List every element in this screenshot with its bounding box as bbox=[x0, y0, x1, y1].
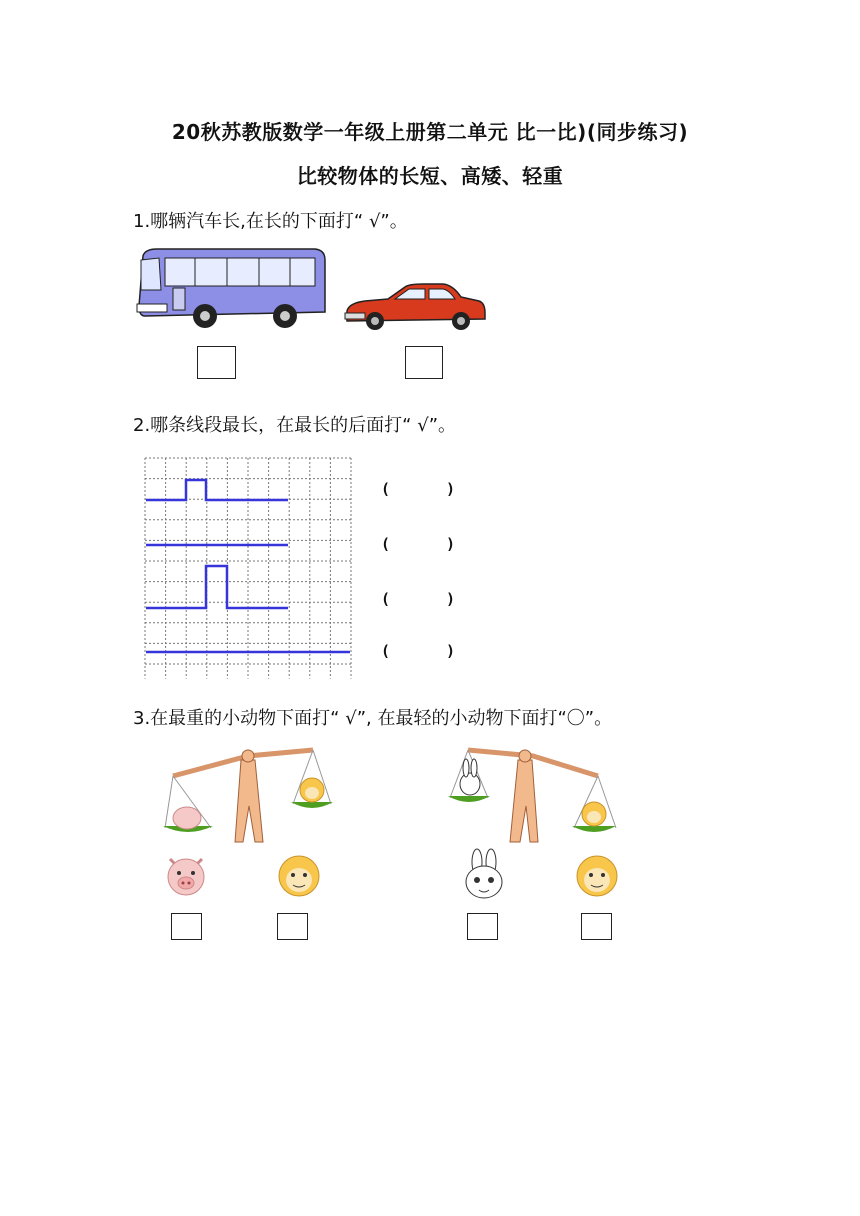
paren-close-3: ) bbox=[446, 590, 456, 608]
paren-close-1: ) bbox=[446, 480, 456, 498]
paren-open-4: ( bbox=[381, 642, 391, 660]
answer-box-car[interactable] bbox=[405, 346, 443, 379]
line-segment-1 bbox=[146, 480, 288, 500]
balance-scale-right bbox=[448, 746, 618, 846]
answer-box-rabbit[interactable] bbox=[467, 913, 498, 940]
paren-close-4: ) bbox=[446, 642, 456, 660]
monkey-icon-left bbox=[276, 853, 322, 899]
paren-open-1: ( bbox=[381, 480, 391, 498]
question-1-text: 1.哪辆汽车长,在长的下面打“ √”。 bbox=[133, 211, 408, 232]
answer-box-bus[interactable] bbox=[197, 346, 236, 379]
page-subtitle: 比较物体的长短、高矮、轻重 bbox=[296, 164, 564, 188]
paren-open-3: ( bbox=[381, 590, 391, 608]
answer-box-monkey-left[interactable] bbox=[277, 913, 308, 940]
dotted-grid-with-lines bbox=[145, 458, 353, 678]
answer-box-pig[interactable] bbox=[171, 913, 202, 940]
question-3-text: 3.在最重的小动物下面打“ √”, 在最轻的小动物下面打“〇”。 bbox=[133, 708, 613, 729]
question-2-text: 2.哪条线段最长，在最长的后面打“ √”。 bbox=[133, 415, 457, 436]
car-image bbox=[343, 281, 488, 331]
rabbit-icon bbox=[461, 848, 507, 900]
paren-close-2: ) bbox=[446, 535, 456, 553]
monkey-icon-right bbox=[574, 853, 620, 899]
page-title: 20秋苏教版数学一年级上册第二单元 比一比)(同步练习) bbox=[171, 120, 689, 144]
answer-box-monkey-right[interactable] bbox=[581, 913, 612, 940]
grid-lines bbox=[145, 458, 351, 679]
balance-scale-left bbox=[163, 746, 333, 846]
paren-open-2: ( bbox=[381, 535, 391, 553]
bus-image bbox=[135, 246, 330, 332]
pig-icon bbox=[164, 853, 208, 899]
